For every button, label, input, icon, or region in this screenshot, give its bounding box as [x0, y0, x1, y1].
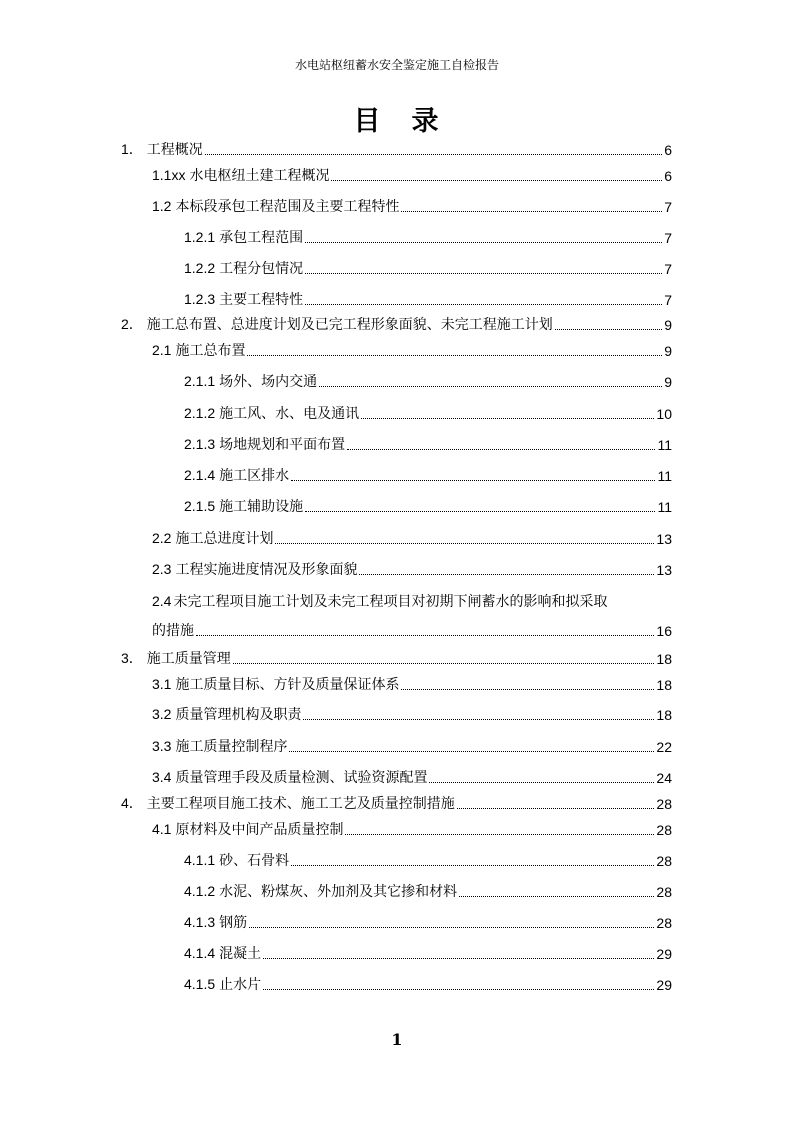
toc-entry-label — [152, 529, 273, 548]
toc-entry-number: 1． — [121, 141, 143, 157]
toc-entry-text: 主要工程特性 — [219, 292, 304, 308]
toc-entry[interactable] — [184, 945, 672, 963]
toc-entry-number: 4.1 — [152, 821, 172, 837]
toc-entry-page: 7 — [664, 292, 672, 308]
toc-entry-label — [184, 466, 289, 485]
toc-entry-text: 施工质量控制程序 — [175, 739, 288, 755]
toc-leader-dots — [401, 210, 662, 212]
toc-entry[interactable] — [184, 914, 672, 932]
toc-entry-text: 工程分包情况 — [219, 261, 304, 277]
toc-entry-number: 1.2.1 — [184, 229, 216, 245]
toc-entry-page: 18 — [656, 707, 672, 723]
toc-leader-dots — [291, 479, 655, 481]
toc-entry-page: 10 — [656, 406, 672, 422]
toc-entry-label — [184, 497, 303, 516]
toc-entry-label — [121, 315, 553, 334]
toc-entry-page: 28 — [656, 884, 672, 900]
toc-entry-label — [152, 820, 343, 839]
toc-entry-number: 2.1.3 — [184, 436, 216, 452]
toc-entry-label — [121, 794, 455, 813]
toc-entry-text: 砂、石骨料 — [219, 853, 290, 869]
toc-entry-label — [152, 768, 427, 787]
toc-entry-page: 9 — [664, 374, 672, 390]
toc-entry-label — [152, 560, 357, 579]
toc-entry-number: 3． — [121, 650, 143, 666]
toc-entry-text: 质量管理机构及职责 — [175, 707, 302, 723]
toc-entry-text: 施工总进度计划 — [175, 531, 274, 547]
toc-leader-dots — [459, 895, 654, 897]
toc-entry-number: 4.1.4 — [184, 945, 216, 961]
toc-entry[interactable] — [121, 141, 672, 159]
toc-entry-text: 施工质量目标、方针及质量保证体系 — [175, 677, 400, 693]
toc-entry[interactable] — [184, 467, 672, 485]
toc-leader-dots — [291, 864, 654, 866]
toc-entry[interactable] — [152, 676, 672, 694]
toc-entry-text: 止水片 — [219, 977, 262, 993]
toc-leader-dots — [359, 573, 654, 575]
toc-entry-label — [152, 737, 287, 756]
toc-entry-label — [184, 851, 289, 870]
toc-leader-dots — [331, 179, 662, 181]
toc-entry-text: 施工风、水、电及通讯 — [219, 406, 360, 422]
toc-entry-number: 2.1.1 — [184, 373, 216, 389]
toc-leader-dots — [345, 833, 654, 835]
toc-leader-dots — [319, 385, 662, 387]
toc-entry-label — [152, 705, 301, 724]
toc-entry-page: 29 — [656, 946, 672, 962]
toc-entry-number: 3.1 — [152, 676, 172, 692]
toc-entry-label — [152, 166, 329, 185]
toc-entry-text: 混凝土 — [219, 946, 262, 962]
toc-entry-number: 4.1.5 — [184, 976, 216, 992]
toc-title: 目 录 — [353, 106, 441, 137]
toc-entry[interactable] — [152, 561, 672, 579]
toc-entry-number: 4.1.1 — [184, 852, 216, 868]
toc-entry-label — [152, 591, 607, 611]
toc-entry[interactable] — [152, 706, 672, 724]
toc-entry-label — [184, 975, 261, 994]
toc-entry[interactable] — [184, 229, 672, 247]
toc-entry-text: 施工质量管理 — [146, 651, 231, 667]
toc-entry-number: 2.1.5 — [184, 498, 216, 514]
toc-entry[interactable] — [184, 405, 672, 423]
toc-entry-label — [184, 372, 317, 391]
toc-leader-dots — [249, 926, 654, 928]
toc-entry-text: 场地规划和平面布置 — [219, 437, 346, 453]
toc-entry-text: 承包工程范围 — [219, 230, 304, 246]
toc-entry-page: 16 — [656, 623, 672, 639]
toc-entry-page: 13 — [656, 562, 672, 578]
toc-entry[interactable] — [152, 342, 672, 360]
toc-entry-number: 1.2.2 — [184, 260, 216, 276]
toc-leader-dots — [305, 272, 662, 274]
toc-entry-number: 2.1 — [152, 342, 172, 358]
toc-entry-number: 3.3 — [152, 738, 172, 754]
toc-entry-label — [152, 341, 245, 360]
toc-leader-dots — [303, 718, 654, 720]
toc-entry-page: 11 — [657, 468, 672, 484]
toc-entry-page: 28 — [656, 796, 672, 812]
toc-leader-dots — [457, 807, 655, 809]
toc-leader-dots — [205, 153, 662, 155]
toc-entry-page: 7 — [664, 199, 672, 215]
toc-entry-number: 1.2 — [152, 198, 172, 214]
toc-entry-text: 施工区排水 — [219, 468, 290, 484]
toc-leader-dots — [305, 303, 662, 305]
toc-entry-label — [184, 944, 261, 963]
toc-entry-label — [152, 197, 399, 216]
toc-entry-text: 质量管理手段及质量检测、试验资源配置 — [175, 770, 428, 786]
running-header: 水电站枢纽蓄水安全鉴定施工自检报告 — [294, 58, 499, 72]
toc-entry-label — [152, 675, 399, 694]
toc-entry-number: 2.3 — [152, 561, 172, 577]
toc-entry-page: 28 — [656, 853, 672, 869]
toc-entry-page: 22 — [656, 739, 672, 755]
toc-entry-text: 未完工程项目施工计划及未完工程项目对初期下闸蓄水的影响和拟采取 — [173, 594, 608, 610]
toc-entry[interactable] — [121, 650, 672, 668]
toc-entry-label — [184, 435, 345, 454]
toc-entry[interactable] — [152, 738, 672, 756]
toc-entry-page: 7 — [664, 261, 672, 277]
page-number: 1 — [391, 1030, 403, 1049]
toc-entry-text: 施工辅助设施 — [219, 499, 304, 515]
toc-leader-dots — [305, 510, 655, 512]
toc-leader-dots — [361, 417, 654, 419]
toc-entry-text: 主要工程项目施工技术、施工工艺及质量控制措施 — [146, 796, 455, 812]
toc-entry-number: 2.2 — [152, 530, 172, 546]
toc-entry-page: 6 — [664, 142, 672, 158]
toc-entry-page: 13 — [656, 531, 672, 547]
toc-entry[interactable] — [184, 260, 672, 278]
toc-entry-number: 1.2.3 — [184, 291, 216, 307]
toc-entry-text: 原材料及中间产品质量控制 — [175, 822, 344, 838]
toc-entry[interactable] — [184, 436, 672, 454]
toc-entry[interactable] — [152, 198, 672, 216]
toc-entry-label — [184, 404, 359, 423]
toc-entry-number: 3.2 — [152, 706, 172, 722]
toc-entry[interactable] — [184, 291, 672, 309]
toc-leader-dots — [429, 781, 654, 783]
toc-entry[interactable] — [184, 373, 672, 391]
toc-entry-page: 9 — [664, 317, 672, 333]
toc-entry-text: 水电枢纽土建工程概况 — [189, 168, 330, 184]
toc-entry-page: 7 — [664, 230, 672, 246]
toc-leader-dots — [196, 634, 654, 636]
toc-leader-dots — [263, 957, 654, 959]
toc-entry-page: 29 — [656, 977, 672, 993]
toc-entry-label — [184, 882, 457, 901]
toc-entry[interactable] — [152, 821, 672, 839]
toc-entry[interactable] — [152, 769, 672, 787]
toc-entry-number: 1.1xx — [152, 167, 186, 183]
toc-entry-label — [121, 649, 231, 668]
toc-entry-text: 场外、场内交通 — [219, 374, 318, 390]
toc-entry-text: 工程实施进度情况及形象面貌 — [175, 562, 358, 578]
toc-leader-dots — [275, 542, 654, 544]
toc-entry-page: 6 — [664, 168, 672, 184]
toc-entry[interactable] — [121, 795, 672, 813]
toc-entry-page: 18 — [656, 651, 672, 667]
toc-entry[interactable] — [152, 530, 672, 548]
toc-entry-label — [184, 228, 303, 247]
toc-entry-number: 3.4 — [152, 769, 172, 785]
toc-entry[interactable] — [152, 622, 672, 640]
toc-entry-label — [184, 290, 303, 309]
toc-leader-dots — [263, 988, 654, 990]
toc-entry-label — [184, 259, 303, 278]
toc-entry-number: 2． — [121, 316, 143, 332]
toc-entry-text: 工程概况 — [146, 142, 203, 158]
toc-entry-number: 4． — [121, 795, 143, 811]
toc-leader-dots — [401, 688, 654, 690]
toc-leader-dots — [247, 354, 662, 356]
toc-entry-page: 11 — [657, 437, 672, 453]
toc-entry[interactable] — [184, 852, 672, 870]
toc-entry[interactable] — [184, 883, 672, 901]
toc-entry-text: 施工总布置、总进度计划及已完工程形象面貌、未完工程施工计划 — [146, 317, 553, 333]
toc-entry-page: 9 — [664, 343, 672, 359]
toc-entry-page: 28 — [656, 915, 672, 931]
toc-entry-page: 24 — [656, 770, 672, 786]
toc-entry-text: 施工总布置 — [175, 343, 246, 359]
toc-entry-text: 本标段承包工程范围及主要工程特性 — [175, 199, 400, 215]
toc-leader-dots — [233, 662, 655, 664]
toc-leader-dots — [289, 750, 654, 752]
toc-entry-label — [121, 140, 203, 159]
toc-entry[interactable] — [121, 316, 672, 334]
toc-entry-text: 钢筋 — [219, 915, 248, 931]
toc-entry-number: 4.1.3 — [184, 914, 216, 930]
toc-entry-page: 18 — [656, 677, 672, 693]
toc-entry-number: 4.1.2 — [184, 883, 216, 899]
toc-leader-dots — [555, 328, 662, 330]
toc-entry-text: 水泥、粉煤灰、外加剂及其它掺和材料 — [219, 884, 458, 900]
toc-entry-number: 2.1.2 — [184, 405, 216, 421]
toc-entry-label — [184, 913, 247, 932]
toc-entry-number: 2.4 — [152, 593, 172, 609]
toc-entry[interactable] — [152, 167, 672, 185]
toc-entry-text-continued: 的措施 — [152, 623, 194, 639]
toc-entry-page: 11 — [657, 499, 672, 515]
toc-entry[interactable] — [184, 976, 672, 994]
toc-entry-number: 2.1.4 — [184, 467, 216, 483]
toc-entry[interactable] — [184, 498, 672, 516]
toc-leader-dots — [347, 448, 655, 450]
toc-entry-page: 28 — [656, 822, 672, 838]
toc-leader-dots — [305, 241, 662, 243]
